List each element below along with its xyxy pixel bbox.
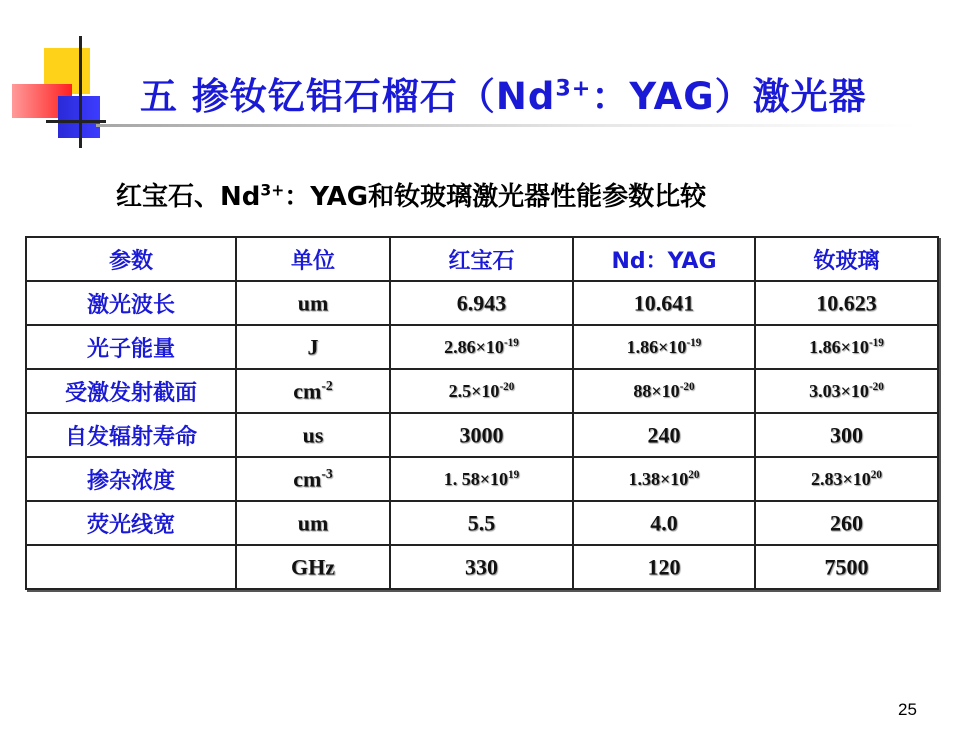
- table-caption-prefix: 红宝石、Nd: [116, 182, 261, 212]
- unit-cell-base: J: [307, 334, 319, 360]
- nd-yag-value-cell: [573, 501, 755, 545]
- nd-yag-value-cell-exponent: -19: [686, 336, 702, 349]
- table-row: [26, 281, 938, 325]
- unit-cell: [236, 281, 390, 325]
- ruby-value-cell: [390, 369, 573, 413]
- nd-glass-value-cell: [755, 545, 938, 589]
- unit-cell-base: cm: [293, 466, 322, 492]
- nd-glass-value-cell-exponent: -19: [868, 336, 884, 349]
- row-parameter-name: 掺杂浓度: [26, 457, 236, 501]
- logo-horizontal-line: [46, 120, 106, 123]
- nd-yag-value-cell-base: 88×10: [633, 380, 680, 401]
- unit-cell: [236, 545, 390, 589]
- nd-glass-value-cell: [755, 325, 938, 369]
- nd-yag-value-cell: [573, 545, 755, 589]
- nd-glass-value-cell-base: 10.623: [816, 290, 877, 316]
- row-parameter-name: 光子能量: [26, 325, 236, 369]
- table-row: [26, 413, 938, 457]
- table-row: [26, 545, 938, 589]
- ruby-value-cell-exponent: -20: [499, 380, 515, 393]
- nd-glass-value-cell-base: 7500: [824, 554, 869, 580]
- ruby-value-cell-exponent: -19: [503, 336, 519, 349]
- page-number: 25: [898, 700, 917, 719]
- unit-cell: [236, 501, 390, 545]
- table-caption-suffix: ：YAG和钕玻璃激光器性能参数比较: [284, 182, 707, 212]
- nd-glass-value-cell: [755, 281, 938, 325]
- ruby-value-cell: [390, 281, 573, 325]
- nd-glass-value-cell: [755, 369, 938, 413]
- ruby-value-cell: [390, 457, 573, 501]
- header-cell-unit: 单位: [236, 237, 390, 281]
- table-row: [26, 457, 938, 501]
- unit-cell: [236, 325, 390, 369]
- nd-yag-value-cell-base: 240: [647, 422, 681, 448]
- table-header-row: [26, 237, 938, 281]
- table-caption: [116, 176, 706, 213]
- nd-glass-value-cell-exponent: -20: [868, 380, 884, 393]
- table-caption-sup: 3+: [260, 181, 285, 200]
- nd-yag-value-cell: [573, 281, 755, 325]
- nd-yag-value-cell-base: 4.0: [650, 510, 678, 536]
- unit-cell: [236, 369, 390, 413]
- nd-glass-value-cell: [755, 501, 938, 545]
- ruby-value-cell-base: 2.5×10: [448, 380, 500, 401]
- ruby-value-cell-base: 330: [465, 554, 498, 580]
- slide-title: [140, 66, 867, 120]
- logo-vertical-line: [79, 36, 82, 148]
- laser-parameters-table: [25, 236, 939, 590]
- row-parameter-name: 激光波长: [26, 281, 236, 325]
- ruby-value-cell: [390, 545, 573, 589]
- nd-yag-value-cell-exponent: 20: [688, 468, 700, 481]
- nd-glass-value-cell: [755, 457, 938, 501]
- nd-yag-value-cell-base: 1.38×10: [628, 468, 689, 489]
- nd-yag-value-cell: [573, 457, 755, 501]
- unit-cell-base: us: [302, 422, 324, 448]
- table-row: [26, 369, 938, 413]
- nd-glass-value-cell-base: 3.03×10: [809, 380, 869, 401]
- row-parameter-name: 受激发射截面: [26, 369, 236, 413]
- row-parameter-name: [26, 545, 236, 589]
- unit-cell-base: GHz: [291, 554, 335, 580]
- nd-glass-value-cell-base: 260: [830, 510, 863, 536]
- unit-cell-exponent: -2: [321, 377, 333, 393]
- table-row: [26, 325, 938, 369]
- unit-cell-exponent: -3: [321, 465, 333, 481]
- nd-glass-value-cell: [755, 413, 938, 457]
- nd-glass-value-cell-base: 2.83×10: [811, 468, 871, 489]
- unit-cell-base: um: [297, 510, 329, 536]
- nd-yag-value-cell: [573, 369, 755, 413]
- ruby-value-cell-base: 2.86×10: [444, 336, 504, 357]
- header-cell-parameter: 参数: [26, 237, 236, 281]
- nd-glass-value-cell-base: 300: [830, 422, 863, 448]
- ruby-value-cell-base: 1. 58×10: [443, 468, 509, 489]
- slide-title-suffix: ：YAG）激光器: [591, 75, 867, 118]
- title-underline: [96, 124, 916, 127]
- nd-glass-value-cell-exponent: 20: [870, 468, 882, 481]
- table-body: [26, 281, 938, 589]
- slide-title-prefix: 五 掺钕钇铝石榴石（Nd: [140, 75, 556, 118]
- header-cell-ruby: 红宝石: [390, 237, 573, 281]
- nd-yag-value-cell: [573, 325, 755, 369]
- unit-cell: [236, 413, 390, 457]
- table-row: [26, 501, 938, 545]
- ruby-value-cell: [390, 325, 573, 369]
- row-parameter-name: 自发辐射寿命: [26, 413, 236, 457]
- nd-yag-value-cell: [573, 413, 755, 457]
- slide-logo: [0, 0, 140, 150]
- ruby-value-cell-base: 6.943: [456, 290, 507, 316]
- unit-cell-base: cm: [293, 378, 322, 404]
- nd-yag-value-cell-base: 120: [647, 554, 681, 580]
- ruby-value-cell-base: 3000: [459, 422, 504, 448]
- unit-cell-base: um: [297, 290, 329, 316]
- ruby-value-cell-base: 5.5: [467, 510, 496, 536]
- ruby-value-cell: [390, 501, 573, 545]
- nd-yag-value-cell-base: 1.86×10: [626, 336, 687, 357]
- ruby-value-cell: [390, 413, 573, 457]
- nd-glass-value-cell-base: 1.86×10: [809, 336, 869, 357]
- nd-yag-value-cell-base: 10.641: [633, 290, 695, 316]
- row-parameter-name: 荧光线宽: [26, 501, 236, 545]
- header-cell-nd-yag: Nd：YAG: [573, 237, 755, 281]
- header-cell-nd-glass: 钕玻璃: [755, 237, 938, 281]
- slide-title-sup: 3+: [555, 75, 592, 102]
- unit-cell: [236, 457, 390, 501]
- ruby-value-cell-exponent: 19: [508, 468, 520, 481]
- nd-yag-value-cell-exponent: -20: [679, 380, 695, 393]
